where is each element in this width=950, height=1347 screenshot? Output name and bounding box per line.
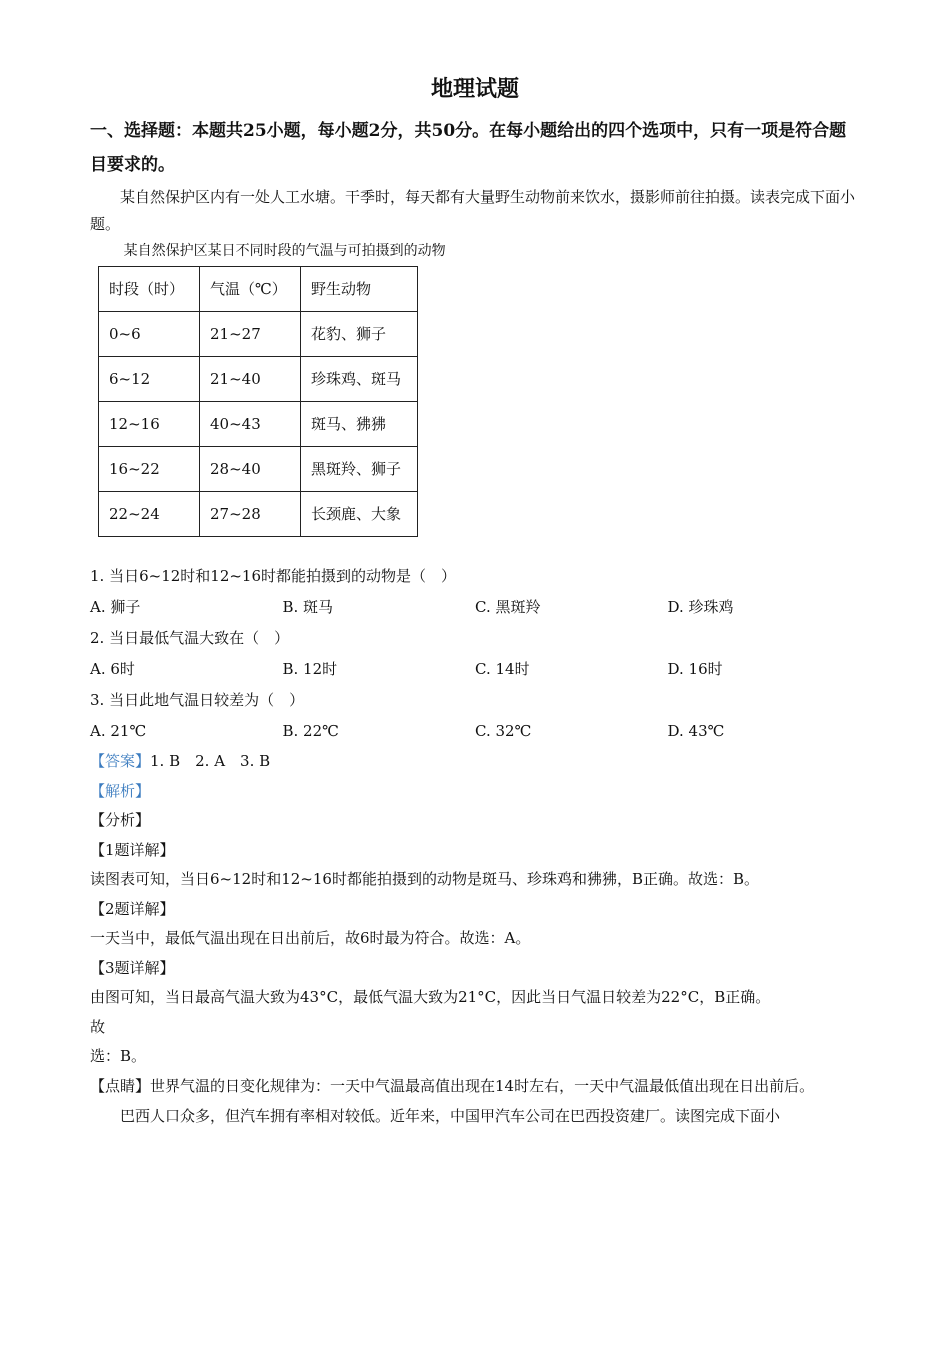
question-2-options	[90, 654, 860, 685]
question-1-stem: 1. 当日6~12时和12~16时都能拍摄到的动物是（ ）	[90, 567, 457, 585]
section-heading: 一、选择题：本题共25小题，每小题2分，共50分。在每小题给出的四个选项中，只有一项是符合题目要求的。	[90, 121, 847, 175]
table-row	[99, 447, 418, 492]
table-cell: 珍珠鸡、斑马	[301, 357, 418, 402]
q2-detail-label: 【2题详解】	[90, 899, 175, 918]
question-intro: 某自然保护区内有一处人工水塘。干季时，每天都有大量野生动物前来饮水，摄影师前往拍摄。读表完成下面小题。	[90, 188, 856, 233]
option-b: B. 12时	[282, 660, 338, 678]
header-period: 时段（时）	[99, 267, 200, 312]
table-row	[99, 312, 418, 357]
option-c: C. 32℃	[475, 722, 532, 740]
q3-detail-text: 由图可知，当日最高气温大致为43°C，最低气温大致为21°C，因此当日气温日较差为22°C，B正确。	[90, 988, 771, 1006]
option-c: C. 黑斑羚	[475, 598, 541, 616]
table-cell: 22~24	[99, 492, 200, 537]
answer-text: 1. B 2. A 3. B	[150, 752, 271, 770]
q3-detail-text-3: 选：B。	[90, 1047, 147, 1065]
q2-detail-text: 一天当中，最低气温出现在日出前后，故6时最为符合。故选：A。	[90, 929, 531, 947]
table-row	[99, 357, 418, 402]
table-cell: 21~40	[200, 357, 301, 402]
header-temperature: 气温（℃）	[200, 267, 301, 312]
question-3-options	[90, 716, 860, 747]
table-cell: 黑斑羚、狮子	[301, 447, 418, 492]
data-table	[98, 266, 418, 537]
table-cell: 0~6	[99, 312, 200, 357]
option-b: B. 22℃	[282, 722, 339, 740]
answer-label: 【答案】	[90, 752, 151, 770]
q1-detail-text: 读图表可知，当日6~12时和12~16时都能拍摄到的动物是斑马、珍珠鸡和狒狒，B正确。故选：B。	[90, 870, 759, 888]
option-a: A. 狮子	[90, 598, 141, 616]
option-d: D. 43℃	[667, 722, 725, 740]
table-cell: 斑马、狒狒	[301, 402, 418, 447]
table-header-row	[99, 267, 418, 312]
table-row	[99, 492, 418, 537]
header-animals: 野生动物	[301, 267, 418, 312]
option-a: A. 21℃	[90, 722, 147, 740]
table-row	[99, 402, 418, 447]
question-1-options	[90, 592, 860, 623]
next-question-intro: 巴西人口众多，但汽车拥有率相对较低。近年来，中国甲汽车公司在巴西投资建厂。读图完成下面小	[120, 1107, 781, 1125]
question-2-stem: 2. 当日最低气温大致在（ ）	[90, 629, 290, 647]
q3-detail-text-2: 故	[90, 1017, 106, 1036]
table-cell: 12~16	[99, 402, 200, 447]
option-a: A. 6时	[90, 660, 135, 678]
option-d: D. 16时	[667, 660, 723, 678]
q3-detail-label: 【3题详解】	[90, 958, 175, 977]
table-caption: 某自然保护区某日不同时段的气温与可拍摄到的动物	[123, 243, 446, 259]
table-cell: 40~43	[200, 402, 301, 447]
analysis-heading: 【分析】	[90, 811, 151, 829]
table-cell: 28~40	[200, 447, 301, 492]
table-cell: 16~22	[99, 447, 200, 492]
option-d: D. 珍珠鸡	[667, 598, 734, 616]
question-3-stem: 3. 当日此地气温日较差为（ ）	[90, 691, 305, 709]
q1-detail-label: 【1题详解】	[90, 840, 175, 859]
table-cell: 花豹、狮子	[301, 312, 418, 357]
option-c: C. 14时	[475, 660, 530, 678]
option-b: B. 斑马	[282, 598, 334, 616]
page-title: 地理试题	[430, 76, 519, 102]
table-cell: 6~12	[99, 357, 200, 402]
document-page	[90, 72, 860, 1131]
analysis-label: 【解析】	[90, 781, 151, 800]
table-cell: 27~28	[200, 492, 301, 537]
key-point: 【点睛】世界气温的日变化规律为：一天中气温最高值出现在14时左右，一天中气温最低值出现在日出前后。	[90, 1076, 815, 1095]
answer-line	[90, 747, 860, 777]
table-cell: 21~27	[200, 312, 301, 357]
table-cell: 长颈鹿、大象	[301, 492, 418, 537]
